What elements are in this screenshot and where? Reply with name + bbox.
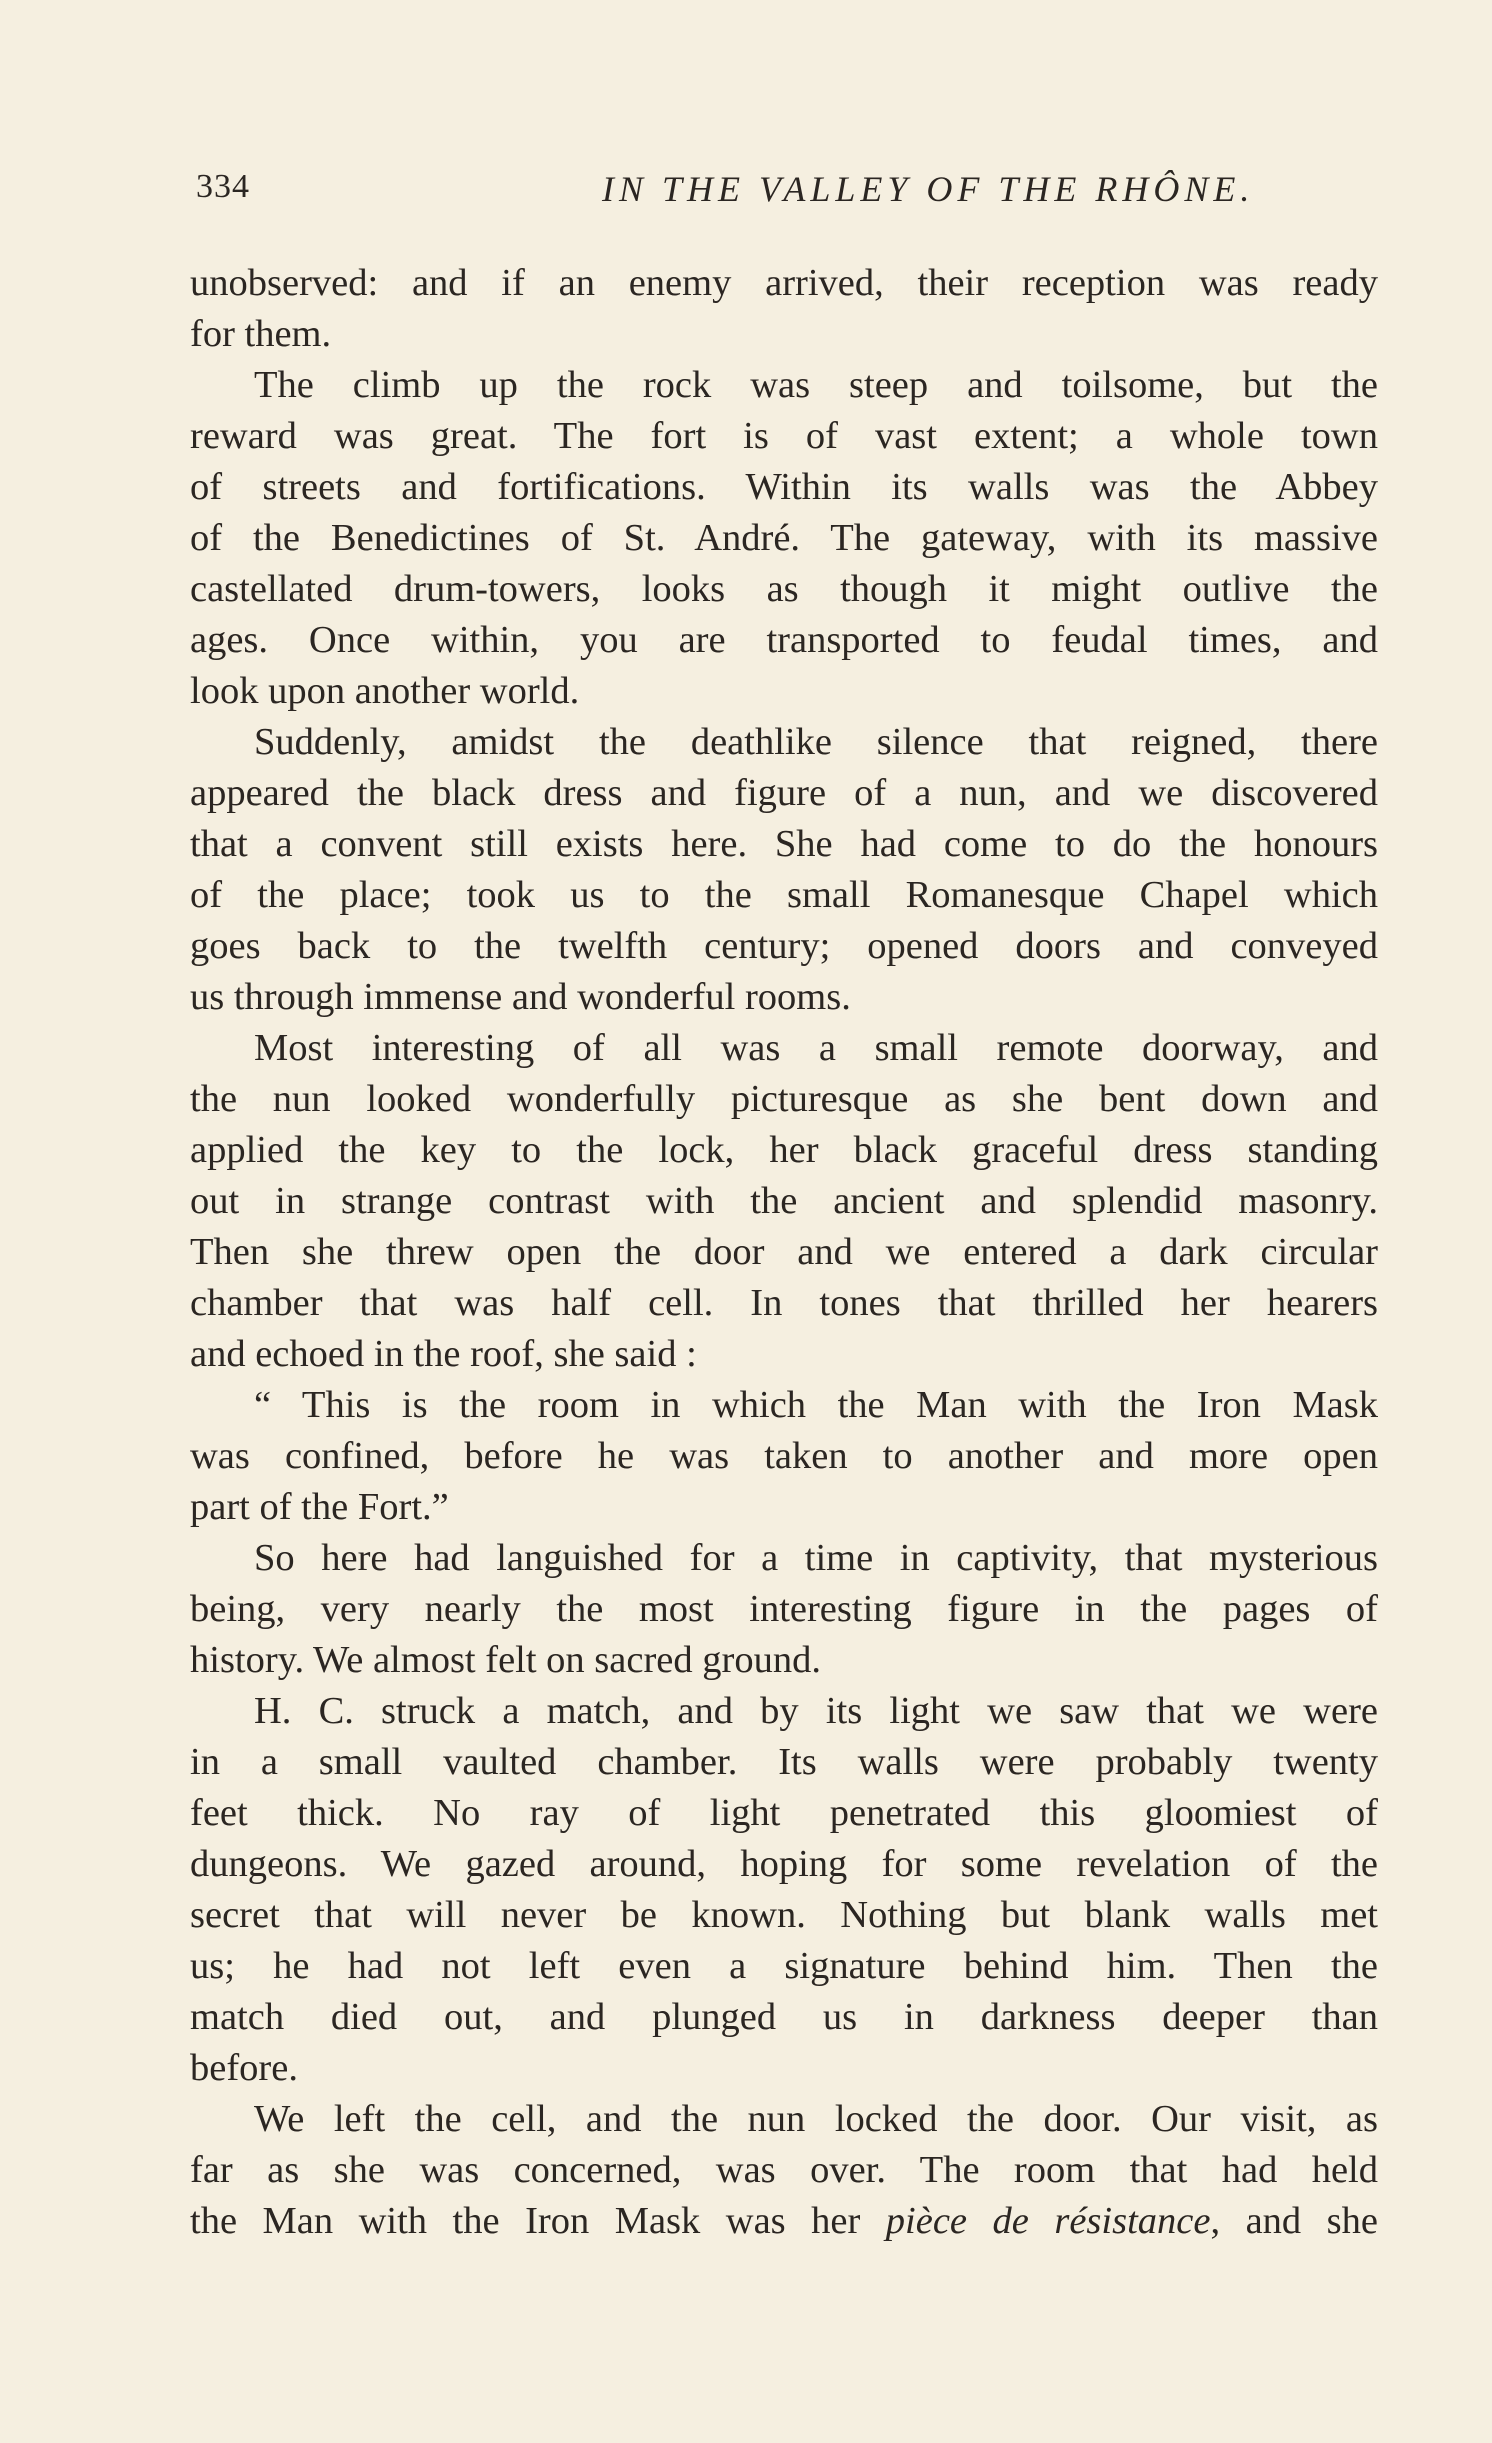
text-line: goes back to the twelfth century; opened doors and conveyed xyxy=(190,925,1378,967)
text-line: part of the Fort.” xyxy=(190,1486,449,1528)
text-line: applied the key to the lock, her black graceful dress standing xyxy=(190,1129,1378,1171)
text-line: ages. Once within, you are transported to feudal times, and xyxy=(190,619,1378,661)
text-line: history. We almost felt on sacred ground. xyxy=(190,1639,821,1681)
final-line-end: , and she xyxy=(1210,2200,1378,2242)
text-line: us through immense and wonderful rooms. xyxy=(190,976,851,1018)
text-line: So here had languished for a time in captivity, that mysterious xyxy=(254,1537,1378,1579)
text-line: being, very nearly the most interesting figure in the pages of xyxy=(190,1588,1378,1630)
text-line: appeared the black dress and figure of a nun, and we discovered xyxy=(190,772,1378,814)
text-line: reward was great. The fort is of vast extent; a whole town xyxy=(190,415,1378,457)
text-line: far as she was concerned, was over. The room that had held xyxy=(190,2149,1378,2191)
italic-phrase: pièce de résistance xyxy=(885,2200,1211,2242)
running-title: IN THE VALLEY OF THE RHÔNE. xyxy=(602,169,1255,209)
text-line: look upon another world. xyxy=(190,670,580,712)
text-line: feet thick. No ray of light penetrated this gloomiest of xyxy=(190,1792,1378,1834)
text-line: secret that will never be known. Nothing but blank walls met xyxy=(190,1894,1378,1936)
text-line: of the Benedictines of St. André. The gateway, with its massive xyxy=(190,517,1378,559)
body-text xyxy=(190,258,1378,2247)
page-number: 334 xyxy=(196,168,250,205)
text-line: us; he had not left even a signature behind him. Then the xyxy=(190,1945,1378,1987)
text-line: out in strange contrast with the ancient and splendid masonry. xyxy=(190,1180,1378,1222)
text-line: and echoed in the roof, she said : xyxy=(190,1333,697,1375)
text-line: the nun looked wonderfully picturesque as she bent down and xyxy=(190,1078,1378,1120)
text-line: unobserved: and if an enemy arrived, their reception was ready xyxy=(190,262,1378,304)
text-line: Suddenly, amidst the deathlike silence that reigned, there xyxy=(254,721,1378,763)
text-line: dungeons. We gazed around, hoping for some revelation of the xyxy=(190,1843,1378,1885)
text-line: of streets and fortifications. Within its walls was the Abbey xyxy=(190,466,1378,508)
text-line: for them. xyxy=(190,313,332,355)
text-line: H. C. struck a match, and by its light we saw that we were xyxy=(254,1690,1378,1732)
text-line: We left the cell, and the nun locked the door. Our visit, as xyxy=(254,2098,1378,2140)
text-line: Most interesting of all was a small remote doorway, and xyxy=(254,1027,1378,1069)
running-head xyxy=(196,168,1366,218)
text-line: “ This is the room in which the Man with the Iron Mask xyxy=(254,1384,1378,1426)
final-line-start: the Man with the Iron Mask was her xyxy=(190,2200,886,2242)
text-line: The climb up the rock was steep and toilsome, but the xyxy=(254,364,1378,406)
text-line: chamber that was half cell. In tones that thrilled her hearers xyxy=(190,1282,1378,1324)
text-line: before. xyxy=(190,2047,298,2089)
text-line: castellated drum-towers, looks as though it might outlive the xyxy=(190,568,1378,610)
text-line-final xyxy=(190,2196,1378,2247)
text-line: match died out, and plunged us in darkness deeper than xyxy=(190,1996,1378,2038)
text-line: was confined, before he was taken to another and more open xyxy=(190,1435,1378,1477)
text-line: that a convent still exists here. She had come to do the honours xyxy=(190,823,1378,865)
text-line: in a small vaulted chamber. Its walls were probably twenty xyxy=(190,1741,1378,1783)
text-line: Then she threw open the door and we entered a dark circular xyxy=(190,1231,1378,1273)
text-line: of the place; took us to the small Romanesque Chapel which xyxy=(190,874,1378,916)
